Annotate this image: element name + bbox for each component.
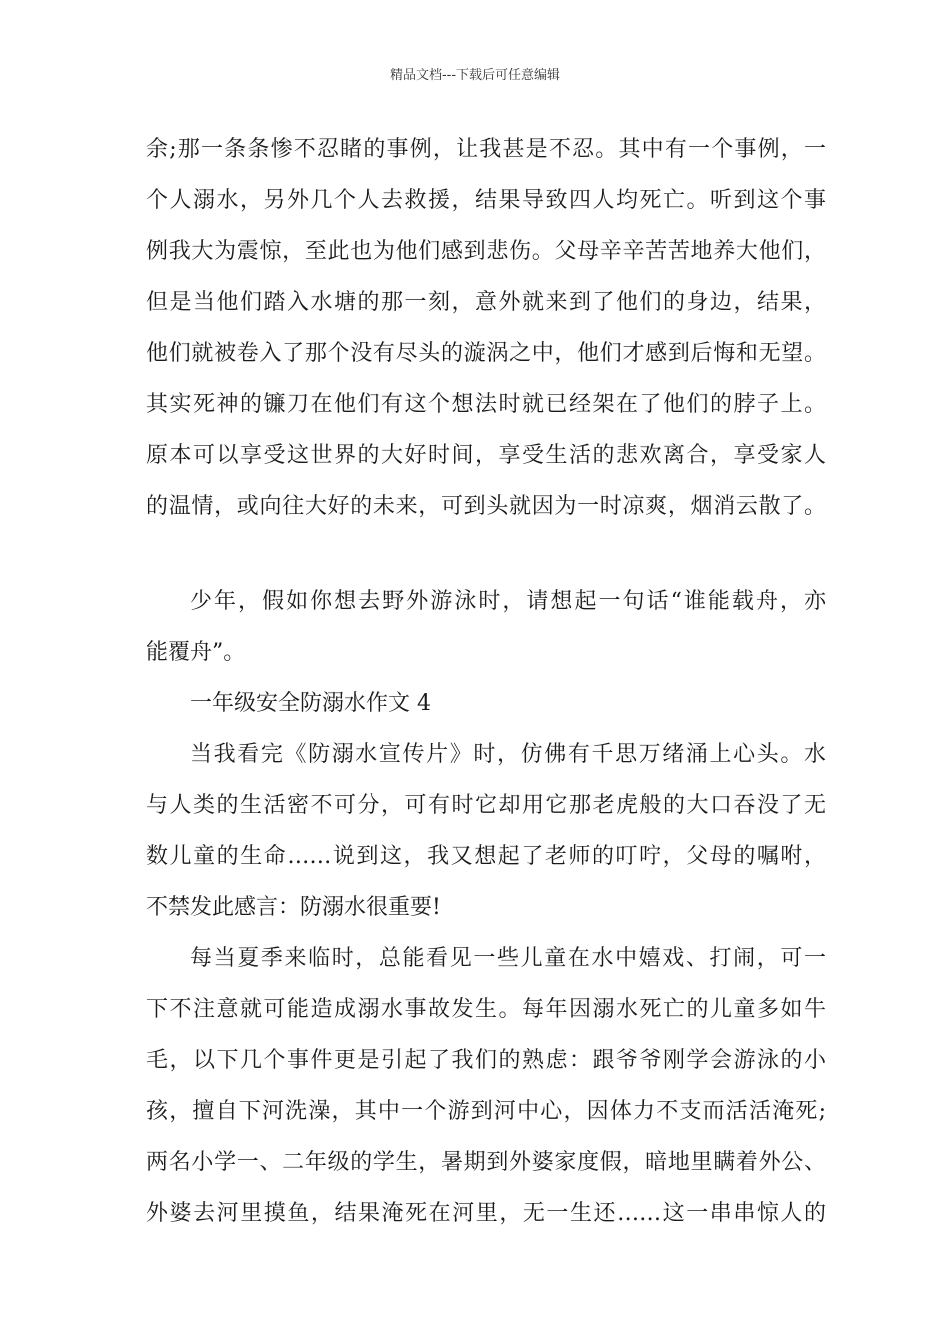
text-line: 其实死神的镰刀在他们有这个想法时就已经架在了他们的脖子上。: [146, 392, 826, 417]
page-header: 精品文档---下载后可任意编辑: [389, 68, 561, 83]
document-body: [146, 124, 826, 1239]
text-line: 下不注意就可能造成溺水事故发生。每年因溺水死亡的儿童多如牛: [146, 997, 826, 1022]
paragraph-3: [146, 729, 826, 933]
text-line: 他们就被卷入了那个没有尽头的漩涡之中，他们才感到后悔和无望。: [146, 341, 826, 366]
text-line: 当我看完《防溺水宣传片》时，仿佛有千思万绪涌上心头。水: [190, 742, 826, 767]
text-line: 原本可以享受这世界的大好时间，享受生活的悲欢离合，享受家人: [146, 443, 826, 468]
paragraph-gap: [146, 532, 826, 576]
text-line: 不禁发此感言：防溺水很重要!: [146, 895, 441, 920]
text-line: 但是当他们踏入水塘的那一刻，意外就来到了他们的身边，结果，: [146, 290, 826, 315]
text-line: 数儿童的生命……说到这，我又想起了老师的叮咛，父母的嘱咐，: [146, 844, 826, 869]
essay-title: 一年级安全防溺水作文 4: [190, 691, 431, 716]
text-line: 少年，假如你想去野外游泳时，请想起一句话“谁能载舟，亦: [190, 589, 826, 614]
paragraph-2: [146, 576, 826, 678]
text-line: 的温情，或向往大好的未来，可到头就因为一时凉爽，烟消云散了。: [146, 494, 826, 519]
paragraph-1: [146, 124, 826, 532]
text-line: 个人溺水，另外几个人去救援，结果导致四人均死亡。听到这个事: [146, 188, 826, 213]
text-line: 与人类的生活密不可分，可有时它却用它那老虎般的大口吞没了无: [146, 793, 826, 818]
text-line: 两名小学一、二年级的学生，暑期到外婆家度假，暗地里瞒着外公、: [146, 1150, 826, 1175]
text-line: 每当夏季来临时，总能看见一些儿童在水中嬉戏、打闹，可一: [190, 946, 826, 971]
text-line: 孩，擅自下河洗澡，其中一个游到河中心，因体力不支而活活淹死;: [146, 1099, 826, 1124]
section-title: [146, 678, 826, 729]
text-line: 例我大为震惊，至此也为他们感到悲伤。父母辛辛苦苦地养大他们，: [146, 239, 826, 264]
text-line: 能覆舟”。: [146, 640, 246, 665]
text-line: 毛，以下几个事件更是引起了我们的熟虑：跟爷爷刚学会游泳的小: [146, 1048, 826, 1073]
paragraph-4: [146, 933, 826, 1239]
text-line: 外婆去河里摸鱼，结果淹死在河里，无一生还……这一串串惊人的: [146, 1201, 826, 1226]
text-line: 余;那一条条惨不忍睹的事例，让我甚是不忍。其中有一个事例，一: [146, 137, 826, 162]
